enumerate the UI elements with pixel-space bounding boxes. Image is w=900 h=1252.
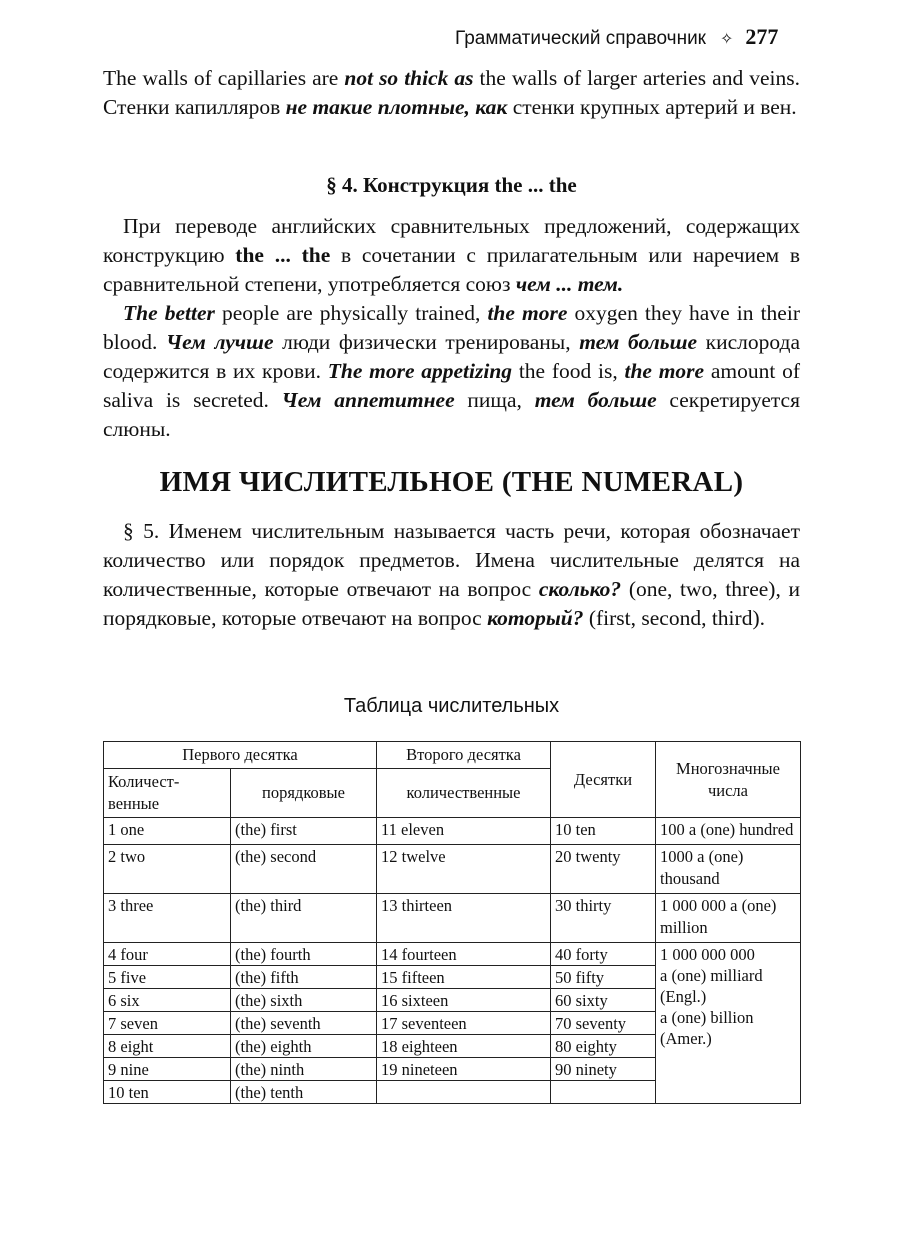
tens-cell <box>551 1081 656 1104</box>
teen-cell: 13 thirteen <box>377 894 551 943</box>
text-run: oxygen they have in their blood. <box>103 301 800 354</box>
tens-cell: 60 sixty <box>551 989 656 1012</box>
text-run: (one, two, three), и порядковые, которые отвечают на вопрос <box>103 577 801 630</box>
large-number-line: a (one) milliard <box>660 966 763 985</box>
large-number-line: 1 000 000 000 <box>660 945 755 964</box>
cardinal-cell: 4 four <box>104 943 231 966</box>
text-run: в сочетании с прилагательным или наречием в сравнительной степени, употребляется союз <box>103 243 800 296</box>
ornament-icon: ✧ <box>720 31 734 48</box>
table-row <box>104 845 801 894</box>
cardinal-cell: 5 five <box>104 966 231 989</box>
text-run: стенки крупных артерий и вен. <box>507 95 797 119</box>
header-cardinal: Количест-венные <box>104 769 231 818</box>
ordinal-cell: (the) fourth <box>231 943 377 966</box>
cardinal-cell: 7 seven <box>104 1012 231 1035</box>
text-run: people are physically trained, <box>214 301 488 325</box>
ordinal-cell: (the) ninth <box>231 1058 377 1081</box>
emphasis: the more <box>487 301 568 325</box>
header-first-ten: Первого десятка <box>104 742 377 769</box>
emphasis: сколько? <box>538 577 622 601</box>
cardinal-cell: 8 eight <box>104 1035 231 1058</box>
ordinal-cell: (the) second <box>231 845 377 894</box>
ordinal-cell: (the) seventh <box>231 1012 377 1035</box>
section-4-body <box>103 212 800 444</box>
tens-cell: 80 eighty <box>551 1035 656 1058</box>
tens-cell: 50 fifty <box>551 966 656 989</box>
teen-cell: 17 seventeen <box>377 1012 551 1035</box>
teen-cell: 19 nineteen <box>377 1058 551 1081</box>
emphasis: чем ... тем. <box>515 272 624 296</box>
cardinal-cell: 10 ten <box>104 1081 231 1104</box>
large-number-line: (Amer.) <box>660 1029 712 1048</box>
cardinal-cell: 3 three <box>104 894 231 943</box>
cardinal-cell: 6 six <box>104 989 231 1012</box>
section-4-paragraph-1 <box>103 212 800 299</box>
header-second-ten: Второго десятка <box>377 742 551 769</box>
teen-cell: 14 fourteen <box>377 943 551 966</box>
text-run: пища, <box>454 388 535 412</box>
large-number-cell: 100 a (one) hundred <box>656 818 801 845</box>
table-row <box>104 818 801 845</box>
tens-cell: 40 forty <box>551 943 656 966</box>
page-number: 277 <box>745 24 779 49</box>
emphasis: который? <box>487 606 584 630</box>
emphasis: тем больше <box>579 330 698 354</box>
section-4-title: § 4. Конструкция the ... the <box>326 173 577 197</box>
cardinal-cell: 9 nine <box>104 1058 231 1081</box>
emphasis: the ... the <box>235 243 331 267</box>
text-run: the walls of larger arteries and veins. Стенки капилляров <box>103 66 800 119</box>
text-run: люди физически тренированы, <box>273 330 580 354</box>
table-header-row <box>104 742 801 769</box>
section-5-body <box>103 517 800 633</box>
teen-cell: 16 sixteen <box>377 989 551 1012</box>
text-run: (first, second, third). <box>583 606 765 630</box>
large-number-line: (Engl.) <box>660 987 707 1006</box>
header-tens: Десятки <box>551 742 656 818</box>
ordinal-cell: (the) eighth <box>231 1035 377 1058</box>
emphasis: тем больше <box>534 388 657 412</box>
paragraph-capillaries <box>103 64 800 122</box>
teen-cell: 15 fifteen <box>377 966 551 989</box>
large-number-line: a (one) billion <box>660 1008 754 1027</box>
running-head <box>455 24 795 50</box>
text-run: amount of saliva is secreted. <box>103 359 800 412</box>
header-cardinal-second: количественные <box>377 769 551 818</box>
text-run: § 5. Именем числительным называется часть речи, которая обозначает количество или порядок предметов. Имена числительные делятся на количественные, которые отвечают на вопрос <box>103 519 800 601</box>
emphasis: не такие плотные, как <box>285 95 508 119</box>
teen-cell: 12 twelve <box>377 845 551 894</box>
tens-cell: 20 twenty <box>551 845 656 894</box>
ordinal-cell: (the) fifth <box>231 966 377 989</box>
ordinal-cell: (the) tenth <box>231 1081 377 1104</box>
cardinal-cell: 1 one <box>104 818 231 845</box>
tens-cell: 90 ninety <box>551 1058 656 1081</box>
teen-cell <box>377 1081 551 1104</box>
text-run: секретируется слюны. <box>103 388 800 441</box>
header-ordinal: порядковые <box>231 769 377 818</box>
large-number-merged-cell <box>656 943 801 1104</box>
numerals-table <box>103 741 801 1104</box>
cardinal-cell: 2 two <box>104 845 231 894</box>
table-caption: Таблица числительных <box>343 695 560 717</box>
emphasis: The more appetizing <box>327 359 513 383</box>
large-number-cell: 1 000 000 a (one) million <box>656 894 801 943</box>
ordinal-cell: (the) third <box>231 894 377 943</box>
section-4-paragraph-2 <box>103 299 800 444</box>
chapter-title: ИМЯ ЧИСЛИТЕЛЬНОЕ (THE NUMERAL) <box>159 466 744 498</box>
teen-cell: 18 eighteen <box>377 1035 551 1058</box>
emphasis: Чем аппетитнее <box>281 388 455 412</box>
ordinal-cell: (the) first <box>231 818 377 845</box>
text-run: The walls of capillaries are <box>103 66 345 90</box>
tens-cell: 70 seventy <box>551 1012 656 1035</box>
header-multi-digit: Многозначные числа <box>656 742 801 818</box>
teen-cell: 11 eleven <box>377 818 551 845</box>
ordinal-cell: (the) sixth <box>231 989 377 1012</box>
emphasis: Чем лучше <box>166 330 274 354</box>
large-number-cell: 1000 a (one) thousand <box>656 845 801 894</box>
emphasis: not so thick as <box>344 66 474 90</box>
tens-cell: 10 ten <box>551 818 656 845</box>
text-run: the food is, <box>512 359 625 383</box>
emphasis: the more <box>624 359 705 383</box>
table-row <box>104 894 801 943</box>
emphasis: The better <box>123 301 215 325</box>
tens-cell: 30 thirty <box>551 894 656 943</box>
running-title: Грамматический справочник <box>455 28 706 49</box>
text-run: При переводе английских сравнительных предложений, содержащих конструкцию <box>103 214 800 267</box>
text-run: кислорода содержится в их крови. <box>103 330 801 383</box>
table-row <box>104 943 801 966</box>
